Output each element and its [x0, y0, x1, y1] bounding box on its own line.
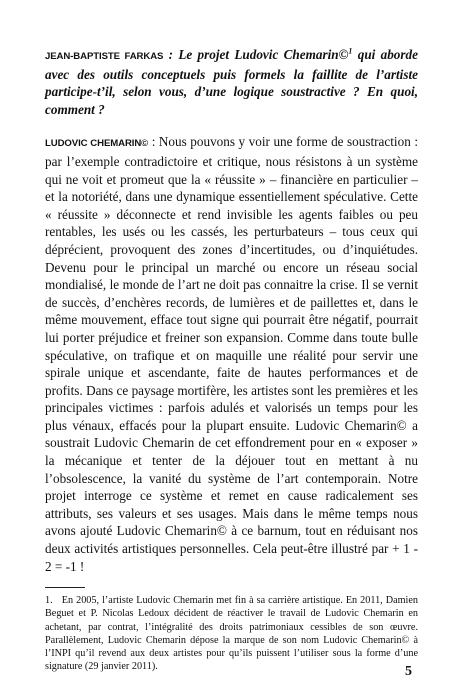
question-text-end: qui aborde avec des outils conceptuels puis formels la faillite de l’artiste participe-t’il, selon vous, d’une logique soustractive ? En quoi, comment ?: [45, 47, 418, 117]
page-number: 5: [405, 664, 412, 679]
interview-question: [45, 46, 418, 118]
question-speaker: JEAN-BAPTISTE FARKAS: [45, 51, 164, 62]
answer-text: : Nous pouvons y voir une forme de soustraction : par l’exemple contradictoire et critique, nous résistons à un système qui ne voit et promeut que la « réussite » – financière en particulier – et la notoriété, dans une dynamique essentiellement spéculative. Cette « réussite » déconnecte et rend invisible les agents faibles ou peu rentables, les usés ou les cassés, les perturbateurs – tous ceux qui déprécient, provoquent des zones d’incertitudes, ou d’inquiétudes. Devenu pour le principal un marché ou encore un réseau social mondialisé, le monde de l’art ne doit pas connaitre la crise. Il se vernit de succès, d’enchères records, de lumières et de paillettes et, dans le même mouvement, efface tout signe qui pourrait être négatif, pourrait lui porter préjudice et freiner son expansion. Comme dans toute bulle spéculative, on trafique et on maquille une réalité pour servir une spirale unique et ascendante, faite de hautes performances et de profits. Dans ce paysage mortifère, les artistes sont les premières et les principales victimes : parfois adulés et valorisés un temps pour les plus vénaux, effacés pour la plupart ensuite. Ludovic Chemarin© a soustrait Ludovic Chemarin de cet effondrement pour en « exposer » la mécanique et tenter de la déjouer tout en mettant à nu l’obsolescence, la vanité du système de l’art contemporain. Notre projet interroge ce système et remet en cause radicalement ses attributs, ses valeurs et ses usages. Mais dans le même temps nous avons ajouté Ludovic Chemarin© à ce barnum, tout en réduisant nos deux activités artistiques personnelles. Cela peut-être illustré par + 1 - 2 = -1 !: [45, 134, 418, 574]
footnote: [45, 594, 418, 673]
footnote-divider: [45, 587, 85, 588]
question-text-start: Le projet Ludovic Chemarin©: [178, 47, 349, 62]
page-body: [45, 46, 418, 673]
footnote-number: 1.: [45, 595, 53, 607]
answer-speaker: LUDOVIC CHEMARIN©: [45, 138, 149, 150]
question-separator: :: [163, 47, 179, 62]
footnote-text: En 2005, l’artiste Ludovic Chemarin met fin à sa carrière artistique. En 2011, Damien Beguet et P. Nicolas Ledoux décident de réactiver le travail de Ludovic Chemarin en achetant, par contrat, l’intégralité des droits patrimoniaux cessibles de son œuvre. Parallèlement, Ludovic Chemarin dépose la marque de son nom Ludovic Chemarin© à l’INPI qu’il revend aux deux artistes pour qu’ils puissent l’utiliser sous la forme d’une signature (29 janvier 2011).: [45, 595, 418, 673]
interview-answer: [45, 133, 418, 575]
footnote-marker: 1: [348, 46, 353, 56]
